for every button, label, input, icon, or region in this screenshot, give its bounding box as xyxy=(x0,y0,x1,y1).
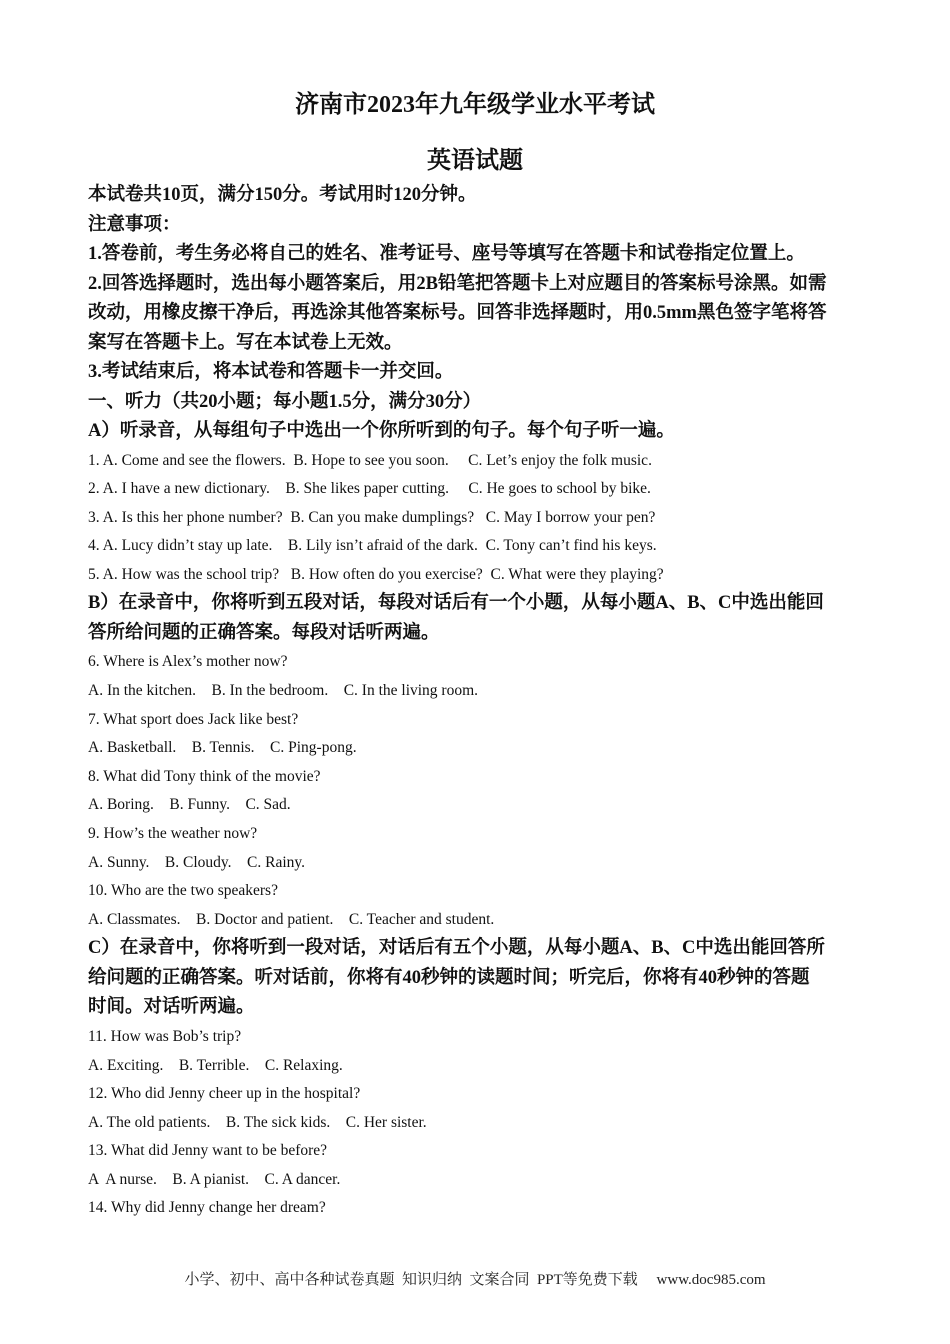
part-b-instruction-line-1: B）在录音中，你将听到五段对话，每段对话后有一个小题，从每小题A、B、C中选出能回 xyxy=(88,593,824,614)
question-8: 8. What did Tony think of the movie? xyxy=(88,767,321,785)
question-7-options: A. Basketball. B. Tennis. C. Ping-pong. xyxy=(88,739,357,757)
part-b-instruction-line-2: 答所给问题的正确答案。每段对话听两遍。 xyxy=(88,622,440,643)
part-c-instruction-line-1: C）在录音中，你将听到一段对话，对话后有五个小题，从每小题A、B、C中选出能回答所 xyxy=(88,938,825,959)
question-9: 9. How’s the weather now? xyxy=(88,825,258,843)
question-8-options: A. Boring. B. Funny. C. Sad. xyxy=(88,796,291,814)
question-3: 3. A. Is this her phone number? B. Can you make dumplings? C. May I borrow your pen? xyxy=(88,508,656,526)
question-6-options: A. In the kitchen. B. In the bedroom. C. In the living room. xyxy=(88,682,479,700)
page-footer: 小学、初中、高中各种试卷真题 知识归纳 文案合同 PPT等免费下载 www.doc985.com xyxy=(184,1272,766,1288)
exam-title: 济南市2023年九年级学业水平考试 xyxy=(295,92,655,118)
question-1: 1. A. Come and see the flowers. B. Hope to see you soon. C. Let’s enjoy the folk music. xyxy=(88,451,652,469)
notice-label: 注意事项： xyxy=(88,214,181,235)
note-3: 3.考试结束后，将本试卷和答题卡一并交回。 xyxy=(88,362,454,382)
question-4: 4. A. Lucy didn’t stay up late. B. Lily isn’t afraid of the dark. C. Tony can’t find his keys. xyxy=(88,537,657,555)
part-c-instruction-line-3: 时间。对话听两遍。 xyxy=(88,997,255,1018)
exam-subtitle: 英语试题 xyxy=(427,148,523,174)
part-c-instruction-line-2: 给问题的正确答案。听对话前，你将有40秒钟的读题时间；听完后，你将有40秒钟的答题 xyxy=(88,967,810,988)
note-2-line-1: 2.回答选择题时，选出每小题答案后，用2B铅笔把答题卡上对应题目的答案标号涂黑。如需 xyxy=(88,273,827,294)
question-13: 13. What did Jenny want to be before? xyxy=(88,1142,328,1160)
note-1: 1.答卷前，考生务必将自己的姓名、准考证号、座号等填写在答题卡和试卷指定位置上。 xyxy=(88,244,805,264)
question-10-options: A. Classmates. B. Doctor and patient. C. Teacher and student. xyxy=(88,910,495,928)
question-11-options: A. Exciting. B. Terrible. C. Relaxing. xyxy=(88,1056,343,1074)
question-12-options: A. The old patients. B. The sick kids. C. Her sister. xyxy=(88,1113,427,1131)
question-7: 7. What sport does Jack like best? xyxy=(88,710,299,728)
note-2-line-3: 案写在答题卡上。写在本试卷上无效。 xyxy=(88,332,403,353)
question-13-options: A A nurse. B. A pianist. C. A dancer. xyxy=(88,1170,341,1188)
note-2-line-2: 改动，用橡皮擦干净后，再选涂其他答案标号。回答非选择题时，用0.5mm黑色签字笔将答 xyxy=(88,303,827,323)
section-1-heading: 一、听力（共20小题；每小题1.5分，满分30分） xyxy=(88,391,482,412)
question-2: 2. A. I have a new dictionary. B. She likes paper cutting. C. He goes to school by bike. xyxy=(88,480,651,498)
question-12: 12. Who did Jenny cheer up in the hospital? xyxy=(88,1085,361,1103)
question-14: 14. Why did Jenny change her dream? xyxy=(88,1199,326,1217)
intro-line: 本试卷共10页，满分150分。考试用时120分钟。 xyxy=(88,185,477,205)
question-10: 10. Who are the two speakers? xyxy=(88,882,278,900)
question-11: 11. How was Bob’s trip? xyxy=(88,1027,242,1045)
question-5: 5. A. How was the school trip? B. How often do you exercise? C. What were they playing? xyxy=(88,565,664,583)
exam-content xyxy=(88,181,863,1223)
question-6: 6. Where is Alex’s mother now? xyxy=(88,653,288,671)
question-9-options: A. Sunny. B. Cloudy. C. Rainy. xyxy=(88,853,306,871)
part-a-instruction: A）听录音，从每组句子中选出一个你所听到的句子。每个句子听一遍。 xyxy=(88,421,675,441)
